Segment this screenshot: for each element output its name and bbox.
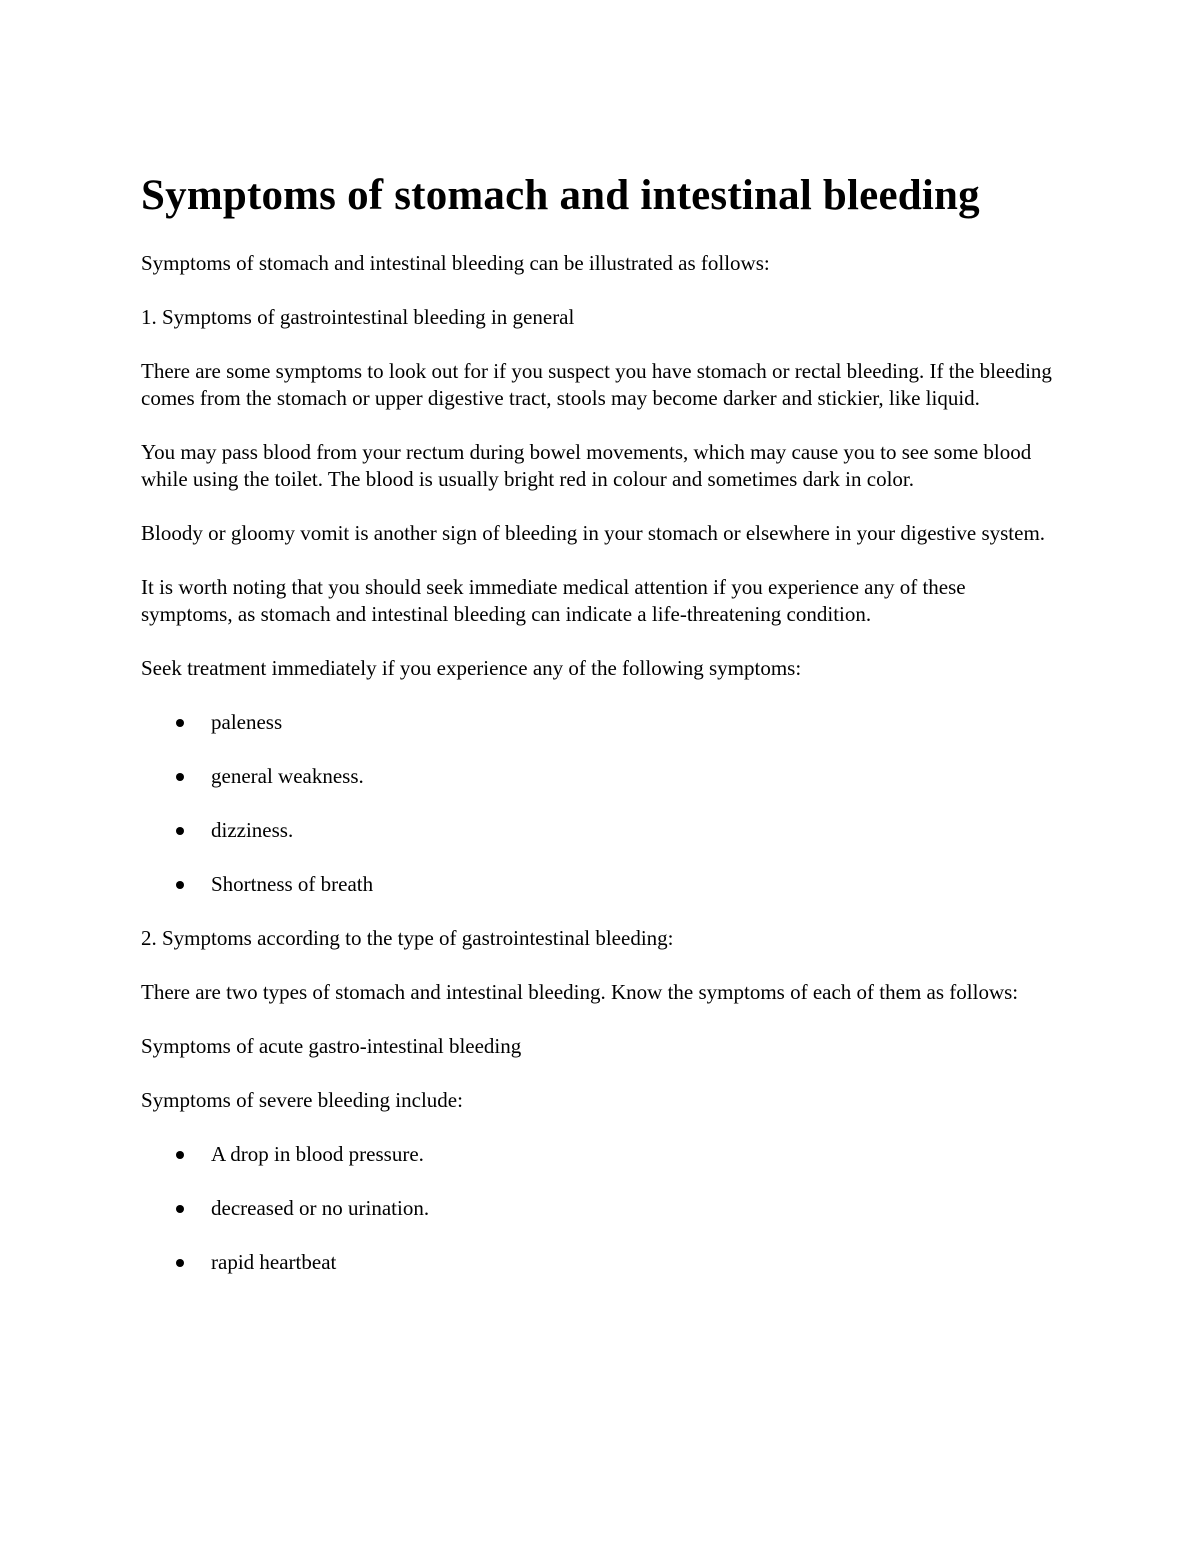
section-2-heading: 2. Symptoms according to the type of gastrointestinal bleeding: (141, 926, 674, 950)
bullet-icon (176, 1205, 184, 1213)
paragraph: Symptoms of severe bleeding include: (141, 1088, 463, 1112)
paragraph: Symptoms of acute gastro-intestinal bleeding (141, 1034, 522, 1058)
list-item-text: Shortness of breath (211, 872, 374, 896)
paragraph: There are some symptoms to look out for if you suspect you have stomach or rectal bleeding. If the bleeding comes from the stomach or upper digestive tract, stools may become darker and stickier, like liquid. (141, 359, 1052, 410)
paragraph: There are two types of stomach and intestinal bleeding. Know the symptoms of each of them as follows: (141, 980, 1019, 1004)
list-item-text: dizziness. (211, 818, 294, 842)
list-item (141, 763, 1061, 790)
list-item (141, 871, 1061, 898)
paragraph: Bloody or gloomy vomit is another sign of bleeding in your stomach or elsewhere in your digestive system. (141, 521, 1046, 545)
bullet-icon (176, 1259, 184, 1267)
page-title: Symptoms of stomach and intestinal bleeding (141, 172, 980, 219)
paragraph: You may pass blood from your rectum during bowel movements, which may cause you to see some blood while using the toilet. The blood is usually bright red in colour and sometimes dark in color. (141, 440, 1032, 491)
document-page (141, 168, 1061, 1303)
list-item (141, 1141, 1061, 1168)
bullet-icon (176, 773, 184, 781)
severe-symptom-list (141, 1141, 1061, 1276)
symptom-list (141, 709, 1061, 898)
list-item-text: A drop in blood pressure. (211, 1142, 424, 1166)
list-item (141, 817, 1061, 844)
paragraph: Seek treatment immediately if you experience any of the following symptoms: (141, 656, 802, 680)
bullet-icon (176, 1151, 184, 1159)
list-item (141, 1195, 1061, 1222)
bullet-icon (176, 827, 184, 835)
paragraph: It is worth noting that you should seek immediate medical attention if you experience any of these symptoms, as stomach and intestinal bleeding can indicate a life-threatening condition. (141, 575, 966, 626)
list-item-text: paleness (211, 710, 283, 734)
list-item-text: decreased or no urination. (211, 1196, 430, 1220)
list-item-text: rapid heartbeat (211, 1250, 337, 1274)
list-item-text: general weakness. (211, 764, 364, 788)
bullet-icon (176, 719, 184, 727)
list-item (141, 709, 1061, 736)
intro-paragraph: Symptoms of stomach and intestinal bleeding can be illustrated as follows: (141, 251, 770, 275)
list-item (141, 1249, 1061, 1276)
section-1-heading: 1. Symptoms of gastrointestinal bleeding in general (141, 305, 575, 329)
bullet-icon (176, 881, 184, 889)
